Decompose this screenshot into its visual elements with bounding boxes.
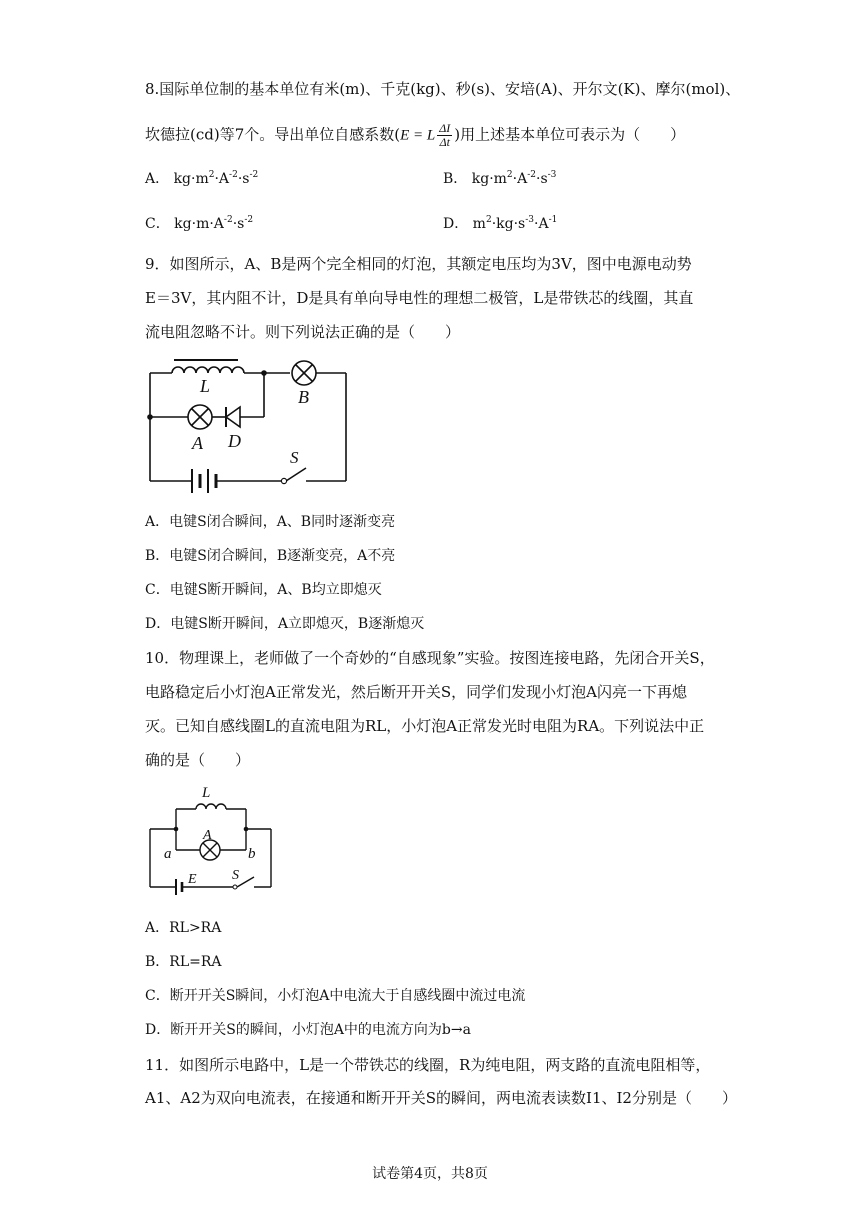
q10-option-c: C．断开开关S瞬间，小灯泡A中电流大于自感线圈中流过电流 (145, 988, 526, 1004)
q10-line2: 电路稳定后小灯泡A正常发光，然后断开开关S，同学们发现小灯泡A闪亮一下再熄 (145, 683, 687, 701)
q9-label-D: D (228, 431, 241, 451)
q9-option-d: D．电键S断开瞬间，A立即熄灭，B逐渐熄灭 (145, 616, 425, 632)
q8-option-c-label: C． (145, 216, 170, 232)
page-footer: 试卷第4页，共8页 (372, 1166, 488, 1182)
q10-label-A: A (203, 828, 212, 843)
q9-label-A: A (192, 433, 203, 453)
q11-line1: 11．如图所示电路中，L是一个带铁芯的线圈，R为纯电阻，两支路的直流电阻相等， (145, 1056, 711, 1074)
q9-option-b: B．电键S闭合瞬间，B逐渐变亮，A不亮 (145, 548, 396, 564)
q8-option-a-label: A． (145, 171, 170, 187)
q10-line1: 10．物理课上，老师做了一个奇妙的“自感现象”实验。按图连接电路，先闭合开关S， (145, 649, 715, 667)
q10-circuit-diagram (140, 780, 290, 898)
q9-option-c: C．电键S断开瞬间，A、B均立即熄灭 (145, 582, 382, 598)
q8-option-c: C． $kg\cdot m\cdot A^{-2}\cdot s^{-2}$ (145, 215, 254, 232)
q10-option-a: A．RL>RA (145, 920, 222, 936)
q10-line4: 确的是（ ） (145, 751, 251, 769)
q8-formula-numerator: ΔI (439, 121, 451, 135)
q9-label-B: B (298, 387, 309, 407)
q8-line2 (145, 122, 685, 149)
q8-option-b: B． $kg\cdot m^2\cdot A^{-2}\cdot s^{-3}$ (443, 170, 557, 187)
q10-line3: 灭。已知自感线圈L的直流电阻为RL，小灯泡A正常发光时电阻为RA。下列说法中正 (145, 717, 705, 735)
q10-label-S: S (232, 868, 239, 883)
q10-label-a: a (164, 846, 172, 862)
q8-formula-fraction (437, 122, 452, 149)
q9-label-S: S (290, 448, 299, 467)
q8-line2-start: 坎德拉(cd)等7个。导出单位自感系数( (145, 125, 401, 144)
q9-line1: 9．如图所示，A、B是两个完全相同的灯泡，其额定电压均为3V，图中电源电动势 (145, 255, 692, 273)
q8-option-d: D． $m^2\cdot kg\cdot s^{-3}\cdot A^{-1}$ (443, 215, 558, 232)
q10-label-L: L (202, 785, 211, 801)
q10-option-d: D．断开开关S的瞬间，小灯泡A中的电流方向为b→a (145, 1022, 471, 1038)
q9-option-a: A．电键S闭合瞬间，A、B同时逐渐变亮 (145, 514, 396, 530)
q9-line3: 流电阻忽略不计。则下列说法正确的是（ ） (145, 323, 461, 341)
q8-formula-denominator: Δt (439, 135, 450, 149)
q10-option-b: B．RL=RA (145, 954, 222, 970)
q8-line1: 8.国际单位制的基本单位有米(m)、千克(kg)、秒(s)、安培(A)、开尔文(K)、摩尔(mol)、 (145, 80, 741, 98)
q8-option-a: A． $kg\cdot m^2\cdot A^{-2}\cdot s^{-2}$ (145, 170, 259, 187)
q10-label-b: b (248, 846, 256, 862)
q9-circuit-diagram (140, 355, 360, 495)
q8-option-b-label: B． (443, 171, 468, 187)
q9-line2: E＝3V，其内阻不计，D是具有单向导电性的理想二极管，L是带铁芯的线圈，其直 (145, 289, 694, 307)
q9-label-L: L (200, 376, 211, 396)
q10-label-E: E (188, 872, 197, 887)
q11-line2: A1、A2为双向电流表，在接通和断开开关S的瞬间，两电流表读数I1、I2分别是（ ） (145, 1089, 737, 1107)
q8-line2-end: )用上述基本单位可表示为（ ） (454, 125, 686, 144)
q8-option-d-label: D． (443, 216, 469, 232)
q8-formula-lhs: E = L (400, 127, 436, 144)
